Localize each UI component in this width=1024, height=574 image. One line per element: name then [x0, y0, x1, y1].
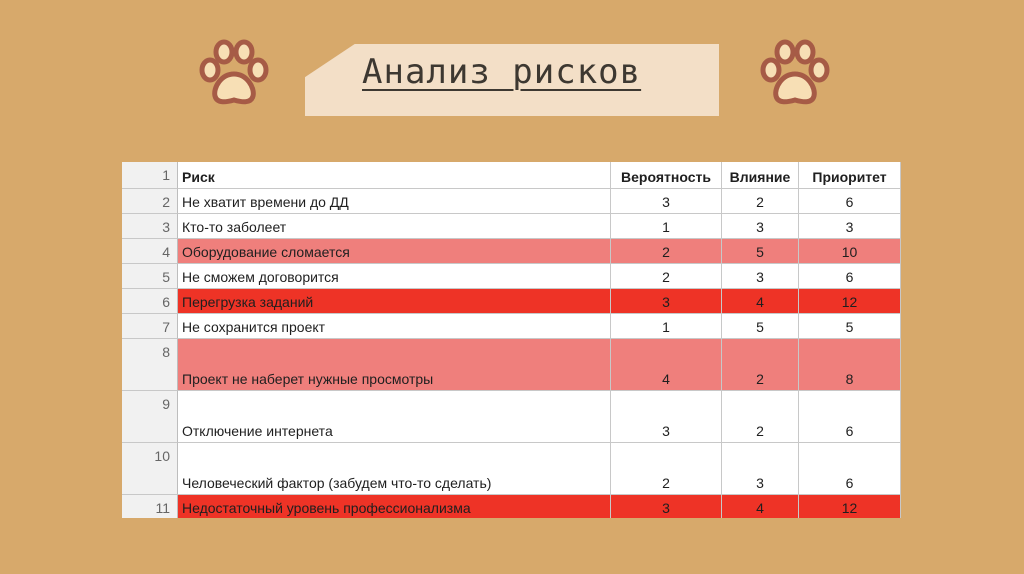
impact-cell: 5 [722, 239, 799, 264]
row-number: 11 [122, 495, 178, 518]
priority-cell: 5 [799, 314, 901, 339]
impact-cell: 3 [722, 443, 799, 495]
priority-cell: 6 [799, 189, 901, 214]
risk-name-cell: Отключение интернета [178, 391, 611, 443]
impact-cell: 2 [722, 339, 799, 391]
priority-cell: 10 [799, 239, 901, 264]
probability-cell: 2 [611, 443, 722, 495]
probability-cell: 3 [611, 189, 722, 214]
column-header: Влияние [722, 162, 799, 189]
priority-cell: 6 [799, 391, 901, 443]
row-number: 9 [122, 391, 178, 443]
risk-name-cell: Перегрузка заданий [178, 289, 611, 314]
risk-name-cell: Недостаточный уровень профессионализма [178, 495, 611, 518]
priority-cell: 12 [799, 495, 901, 518]
risk-name-cell: Не сохранится проект [178, 314, 611, 339]
priority-cell: 6 [799, 443, 901, 495]
probability-cell: 3 [611, 289, 722, 314]
row-number: 8 [122, 339, 178, 391]
row-number: 2 [122, 189, 178, 214]
probability-cell: 2 [611, 239, 722, 264]
column-header: Приоритет [799, 162, 901, 189]
probability-cell: 1 [611, 214, 722, 239]
page-title: Анализ рисков [362, 52, 642, 92]
probability-cell: 4 [611, 339, 722, 391]
probability-cell: 1 [611, 314, 722, 339]
impact-cell: 2 [722, 189, 799, 214]
row-number: 10 [122, 443, 178, 495]
priority-cell: 3 [799, 214, 901, 239]
row-number: 1 [122, 162, 178, 189]
impact-cell: 5 [722, 314, 799, 339]
risk-name-cell: Кто-то заболеет [178, 214, 611, 239]
probability-cell: 3 [611, 391, 722, 443]
risk-name-cell: Проект не наберет нужные просмотры [178, 339, 611, 391]
impact-cell: 4 [722, 495, 799, 518]
column-header: Риск [178, 162, 611, 189]
probability-cell: 3 [611, 495, 722, 518]
priority-cell: 8 [799, 339, 901, 391]
row-number: 5 [122, 264, 178, 289]
row-number: 6 [122, 289, 178, 314]
risk-name-cell: Оборудование сломается [178, 239, 611, 264]
impact-cell: 3 [722, 214, 799, 239]
risk-name-cell: Не хватит времени до ДД [178, 189, 611, 214]
column-header: Вероятность [611, 162, 722, 189]
risk-table [122, 162, 901, 518]
row-number: 7 [122, 314, 178, 339]
priority-cell: 6 [799, 264, 901, 289]
probability-cell: 2 [611, 264, 722, 289]
row-number: 4 [122, 239, 178, 264]
risk-name-cell: Человеческий фактор (забудем что-то сделать) [178, 443, 611, 495]
impact-cell: 2 [722, 391, 799, 443]
row-number: 3 [122, 214, 178, 239]
paw-icon [197, 38, 271, 112]
impact-cell: 3 [722, 264, 799, 289]
priority-cell: 12 [799, 289, 901, 314]
paw-icon [758, 38, 832, 112]
risk-name-cell: Не сможем договорится [178, 264, 611, 289]
impact-cell: 4 [722, 289, 799, 314]
